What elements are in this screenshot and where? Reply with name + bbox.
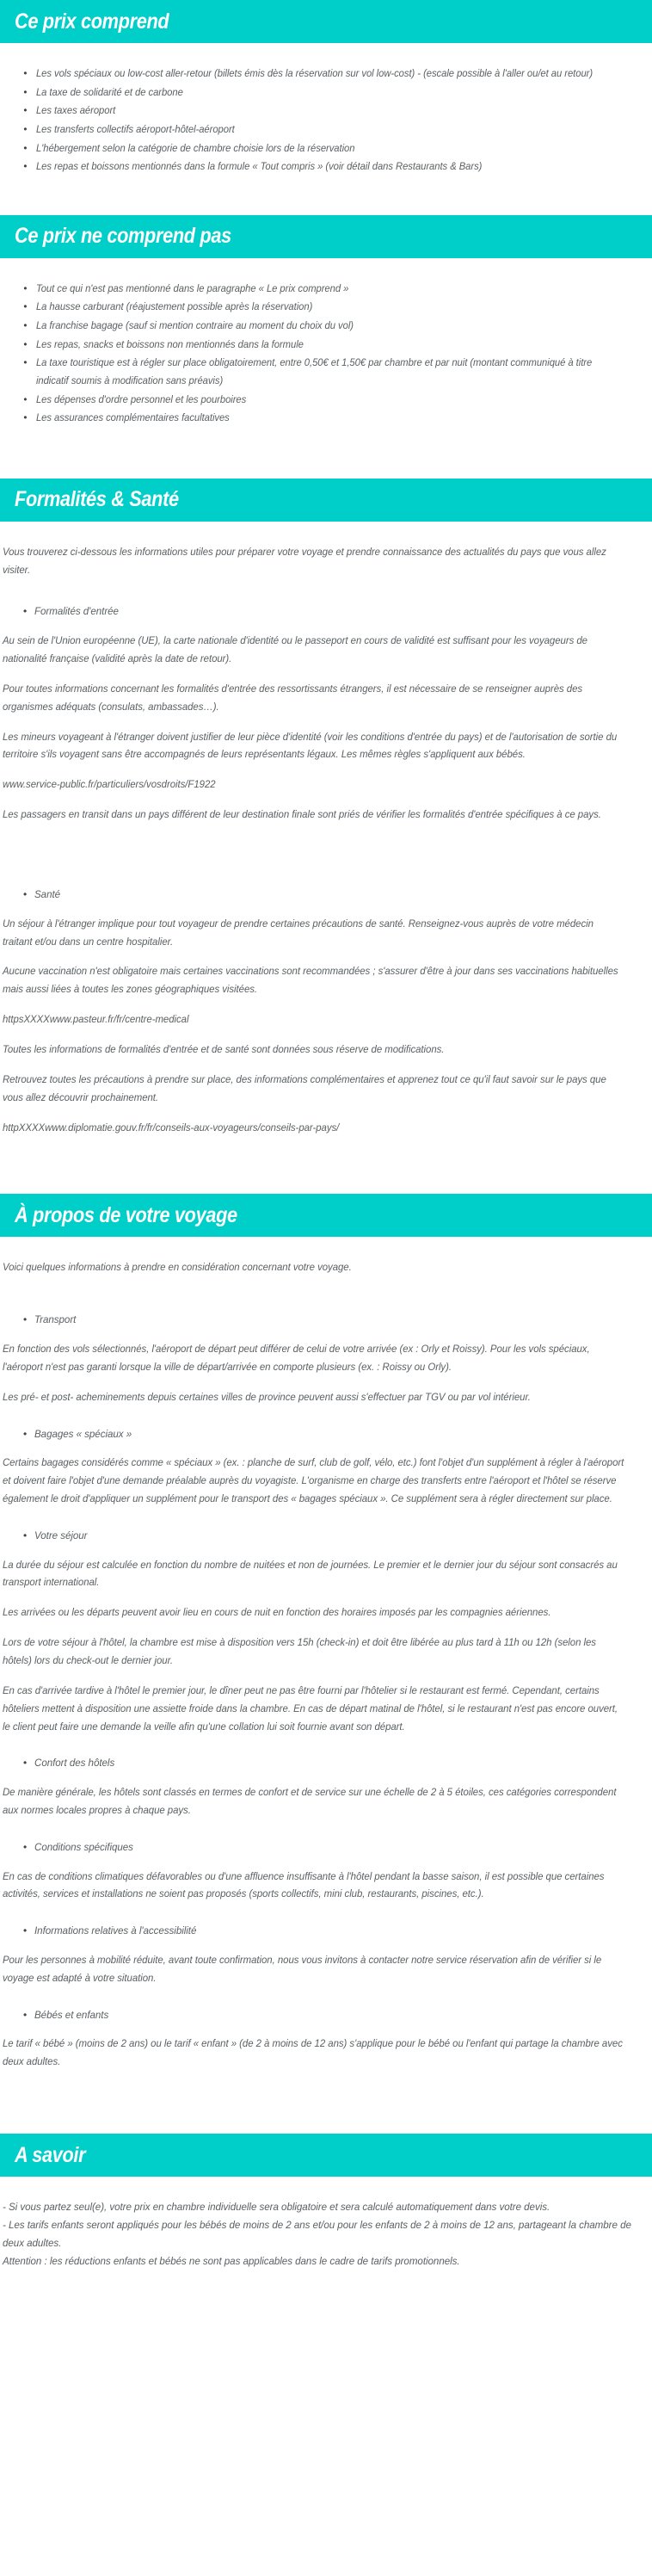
group-paragraph: Les arrivées ou les départs peuvent avoir lieu en cours de nuit en fonction des horaires imposés par les compagnies aériennes.	[2, 1607, 551, 1619]
section-title-good-to-know: A savoir	[15, 2142, 86, 2167]
section-body-included	[0, 43, 652, 215]
health-reserve-paragraph: Toutes les informations de formalités d'entrée et de santé sont données sous réserve de modifications.	[2, 1044, 445, 1056]
sub-heading-babies-children: • Bébés et enfants	[34, 2007, 647, 2024]
entry-paragraph: Les mineurs voyageant à l'étranger doivent justifier de leur pièce d'identité (voir les conditions d'entrée du pays) et de l'autorisation de sortie du territoire s'ils voyagent sans être accompagnés de leurs représentants légaux. Les mêmes règles s'appliquent aux bébés.	[2, 731, 618, 761]
list-item: • Les vols spéciaux ou low-cost aller-retour (billets émis dès la réservation sur vol low-cost) - (escale possible à l'aller ou/et au retour)	[34, 65, 625, 83]
list-item: • La hausse carburant (réajustement possible après la réservation)	[34, 299, 625, 317]
sub-heading-accessibility: • Informations relatives à l'accessibilité	[34, 1923, 647, 1940]
good-to-know-line: - Les tarifs enfants seront appliqués pour les bébés de moins de 2 ans et/ou pour les enfants de 2 à moins de 12 ans, partageant la chambre de deux adultes.	[3, 2220, 631, 2249]
sub-heading-health: • Santé	[34, 886, 647, 904]
formalities-entry-heading-list	[0, 603, 647, 621]
group-paragraph: La durée du séjour est calculée en fonction du nombre de nuitées et non de journées. Le premier et le dernier jour du séjour sont consacrés au transport international.	[2, 1559, 618, 1589]
section-title-about-trip: À propos de votre voyage	[15, 1202, 237, 1227]
about-trip-intro: Voici quelques informations à prendre en considération concernant votre voyage.	[2, 1262, 352, 1274]
section-body-good-to-know	[0, 2177, 652, 2293]
group-paragraph: De manière générale, les hôtels sont classés en termes de confort et de service sur une échelle de 2 à 5 étoiles, ces catégories correspondent aux normes locales propres à chaque pays.	[2, 1787, 617, 1817]
section-banner-formalities	[0, 479, 652, 522]
service-public-url[interactable]: www.service-public.fr/particuliers/vosdroits/F1922	[2, 779, 216, 791]
list-item: • La franchise bagage (sauf si mention contraire au moment du choix du vol)	[34, 318, 625, 336]
section-body-formalities	[0, 522, 652, 1195]
sub-heading-hotel-comfort: • Confort des hôtels	[34, 1755, 647, 1772]
included-list	[0, 65, 647, 176]
group-paragraph: En cas d'arrivée tardive à l'hôtel le premier jour, le dîner peut ne pas être fourni par l'hôtelier si le restaurant est fermé. Cependant, certains hôteliers mettent à disposition une assiette froide dans la chambre. En cas de départ matinal de l'hôtel, si le restaurant n'est pas encore ouvert, le client peut faire une demande la veille afin qu'une collation lui soit fournie avant son départ.	[2, 1684, 618, 1733]
sub-heading-special-baggage: • Bagages « spéciaux »	[34, 1426, 647, 1443]
list-item: • Les taxes aéroport	[34, 102, 625, 120]
section-banner-not-included	[0, 215, 652, 258]
group-paragraph: Les pré- et post- acheminements depuis certaines villes de province peuvent aussi s'effectuer par TGV ou par vol intérieur.	[2, 1391, 531, 1403]
list-item: • Les repas, snacks et boissons non mentionnés dans la formule	[34, 337, 625, 355]
health-advice-paragraph: Retrouvez toutes les précautions à prendre sur place, des informations complémentaires et apprenez tout ce qu'il faut savoir sur le pays que vous allez découvrir prochainement.	[2, 1073, 606, 1103]
group-heading-list	[0, 1839, 647, 1856]
health-paragraph: Aucune vaccination n'est obligatoire mais certaines vaccinations sont recommandées ; s'assurer d'être à jour dans ses vaccinations habituelles mais aussi liées à toutes les zones géographiques visitées.	[2, 966, 618, 996]
sub-heading-specific-conditions: • Conditions spécifiques	[34, 1839, 647, 1856]
list-item: • Tout ce qui n'est pas mentionné dans le paragraphe « Le prix comprend »	[34, 281, 625, 299]
section-body-not-included	[0, 258, 652, 479]
list-item: • La taxe de solidarité et de carbone	[34, 84, 625, 102]
good-to-know-line: - Si vous partez seul(e), votre prix en chambre individuelle sera obligatoire et sera calculé automatiquement dans votre devis.	[3, 2202, 551, 2214]
section-banner-about-trip	[0, 1194, 652, 1237]
list-item: • Les transferts collectifs aéroport-hôtel-aéroport	[34, 121, 625, 139]
list-item: • Les dépenses d'ordre personnel et les pourboires	[34, 392, 625, 410]
group-heading-list	[0, 1755, 647, 1772]
section-title-formalities: Formalités & Santé	[15, 487, 179, 512]
group-paragraph: En cas de conditions climatiques défavorables ou d'une affluence insuffisante à l'hôtel pendant la basse saison, il est possible que certaines activités, services et installations ne soient pas proposés (sports collectifs, mini club, restaurants, piscines, etc.).	[2, 1870, 605, 1900]
group-heading-list	[0, 1426, 647, 1443]
formalities-intro: Vous trouverez ci-dessous les informations utiles pour préparer votre voyage et prendre connaissance des actualités du pays que vous allez visiter.	[2, 546, 606, 576]
group-paragraph: Lors de votre séjour à l'hôtel, la chambre est mise à disposition vers 15h (check-in) et doit être libérée au plus tard à 11h ou 12h (selon les hôtels) lors du check-out le dernier jour.	[2, 1637, 596, 1667]
sub-heading-entry-formalities: • Formalités d'entrée	[34, 603, 647, 621]
group-paragraph: En fonction des vols sélectionnés, l'aéroport de départ peut différer de celui de votre arrivée (ex : Orly et Roissy). Pour les vols spéciaux, l'aéroport n'est pas garanti lorsque la ville de départ/arrivée en comporte plusieurs (ex. : Roissy ou Orly).	[2, 1344, 590, 1373]
list-item: • L'hébergement selon la catégorie de chambre choisie lors de la réservation	[34, 140, 625, 158]
group-heading-list	[0, 2007, 647, 2024]
section-body-about-trip	[0, 1237, 652, 2134]
health-paragraph: Un séjour à l'étranger implique pour tout voyageur de prendre certaines précautions de santé. Renseignez-vous auprès de votre médecin traitant et/ou dans un centre hospitalier.	[2, 917, 594, 948]
entry-paragraph: Au sein de l'Union européenne (UE), la carte nationale d'identité ou le passeport en cours de validité est suffisant pour les voyageurs de nationalité française (validité après la date de retour).	[2, 635, 587, 665]
entry-paragraph: Pour toutes informations concernant les formalités d'entrée des ressortissants étrangers, il est nécessaire de se renseigner auprès des organismes adéquats (consulats, ambassades…).	[2, 683, 583, 713]
good-to-know-line: Attention : les réductions enfants et bébés ne sont pas applicables dans le cadre de tarifs promotionnels.	[3, 2255, 460, 2267]
not-included-list	[0, 281, 647, 428]
group-heading-list	[0, 1312, 647, 1329]
group-paragraph: Pour les personnes à mobilité réduite, avant toute confirmation, nous vous invitons à contacter notre service réservation afin de vérifier si le voyage est adapté à votre situation.	[2, 1955, 602, 1984]
diplomatie-url[interactable]: httpXXXXwww.diplomatie.gouv.fr/fr/conseils-aux-voyageurs/conseils-par-pays/	[2, 1121, 340, 1134]
formalities-health-heading-list	[0, 886, 647, 904]
pasteur-url[interactable]: httpsXXXXwww.pasteur.fr/fr/centre-medical	[2, 1014, 189, 1026]
section-banner-included	[0, 0, 652, 43]
group-paragraph: Certains bagages considérés comme « spéciaux » (ex. : planche de surf, club de golf, vélo, etc.) font l'objet d'un supplément à régler à l'aéroport et doivent faire l'objet d'une demande préalable auprès du voyagiste. L'organisme en charge des transferts entre l'aéroport et l'hôtel se réserve également le droit d'appliquer un supplément pour le transport des « bagages spéciaux ». Ce supplément sera à régler directement sur place.	[2, 1457, 624, 1505]
list-item: • La taxe touristique est à régler sur place obligatoirement, entre 0,50€ et 1,50€ par chambre et par nuit (montant communiqué à titre indicatif soumis à modification sans préavis)	[34, 355, 625, 390]
list-item: • Les repas et boissons mentionnés dans la formule « Tout compris » (voir détail dans Restaurants & Bars)	[34, 158, 625, 176]
section-title-not-included: Ce prix ne comprend pas	[15, 224, 231, 249]
list-item: • Les assurances complémentaires facultatives	[34, 410, 625, 428]
section-banner-good-to-know	[0, 2134, 652, 2177]
group-heading-list	[0, 1528, 647, 1545]
group-heading-list	[0, 1923, 647, 1940]
sub-heading-transport: • Transport	[34, 1312, 647, 1329]
section-title-included: Ce prix comprend	[15, 9, 169, 34]
group-paragraph: Le tarif « bébé » (moins de 2 ans) ou le tarif « enfant » (de 2 à moins de 12 ans) s'applique pour le bébé ou l'enfant qui partage la chambre avec deux adultes.	[2, 2038, 623, 2068]
transit-paragraph: Les passagers en transit dans un pays différent de leur destination finale sont priés de vérifier les formalités d'entrée spécifiques à ce pays.	[2, 809, 601, 821]
sub-heading-your-stay: • Votre séjour	[34, 1528, 647, 1545]
